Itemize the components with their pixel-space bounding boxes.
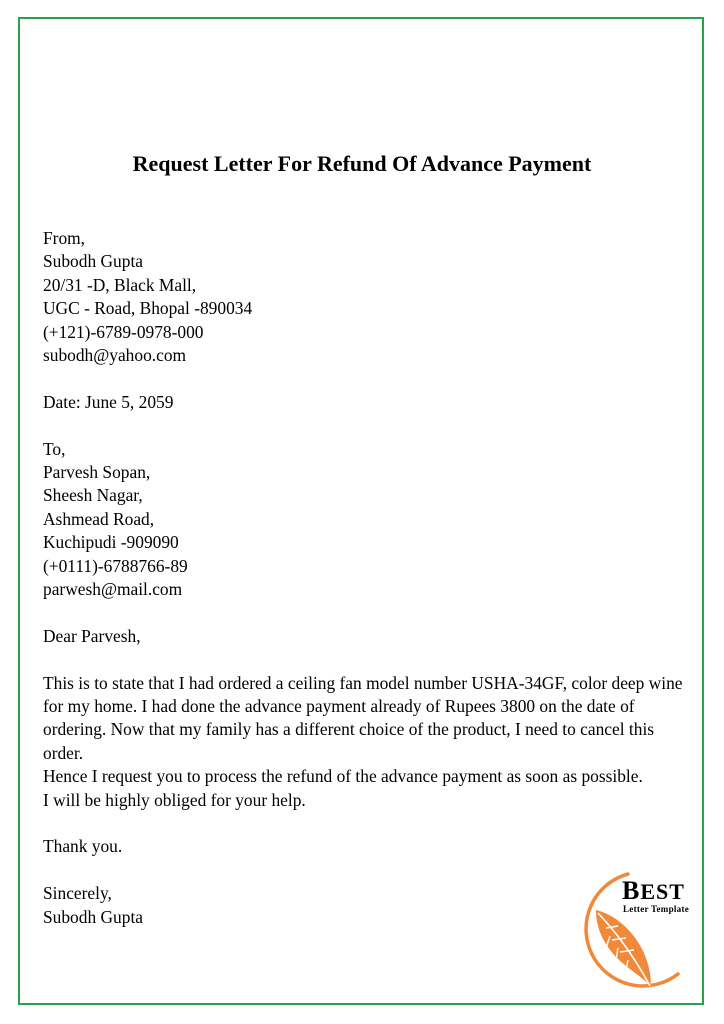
body-block [43, 672, 693, 812]
sender-address-line2: UGC - Road, Bhopal -890034 [43, 298, 253, 319]
logo-subtitle: Letter Template [623, 904, 690, 914]
sender-block [43, 227, 693, 367]
recipient-name: Parvesh Sopan, [43, 462, 151, 483]
thanks-block [43, 835, 693, 858]
recipient-block [43, 438, 693, 602]
recipient-email: parwesh@mail.com [43, 579, 183, 600]
logo-wordmark-initial: B [622, 876, 641, 905]
logo-wordmark [622, 876, 685, 905]
body-paragraph-1: This is to state that I had ordered a ceiling fan model number USHA-34GF, color deep wine for my home. I had done the advance payment already of Rupees 3800 on the date of ordering. Now that my family has a different choice of the product, I need to cancel this order. [43, 672, 683, 763]
sender-email: subodh@yahoo.com [43, 345, 187, 366]
letter-date: Date: June 5, 2059 [43, 391, 174, 412]
sender-heading: From, [43, 228, 86, 248]
letter-body [43, 227, 693, 952]
thanks-text: Thank you. [43, 836, 123, 857]
body-paragraph-3: I will be highly obliged for your help. [43, 789, 306, 810]
date-block [43, 391, 693, 414]
body-paragraph-2: Hence I request you to process the refund of the advance payment as soon as possible. [43, 766, 643, 787]
feather-shape [596, 910, 651, 986]
recipient-phone: (+0111)-6788766-89 [43, 555, 188, 576]
recipient-address-line2: Ashmead Road, [43, 508, 155, 529]
recipient-address-line3: Kuchipudi -909090 [43, 532, 179, 553]
sender-phone: (+121)-6789-0978-000 [43, 321, 204, 342]
sender-address-line1: 20/31 -D, Black Mall, [43, 274, 197, 295]
valediction: Sincerely, [43, 883, 112, 904]
recipient-address-line1: Sheesh Nagar, [43, 485, 143, 506]
brand-logo [566, 870, 706, 995]
signature-name: Subodh Gupta [43, 906, 143, 927]
letter-title: Request Letter For Refund Of Advance Payment [132, 151, 592, 176]
sender-name: Subodh Gupta [43, 251, 143, 272]
recipient-heading: To, [43, 438, 66, 459]
salutation: Dear Parvesh, [43, 625, 141, 646]
salutation-block [43, 625, 693, 648]
logo-wordmark-rest: EST [640, 879, 685, 904]
